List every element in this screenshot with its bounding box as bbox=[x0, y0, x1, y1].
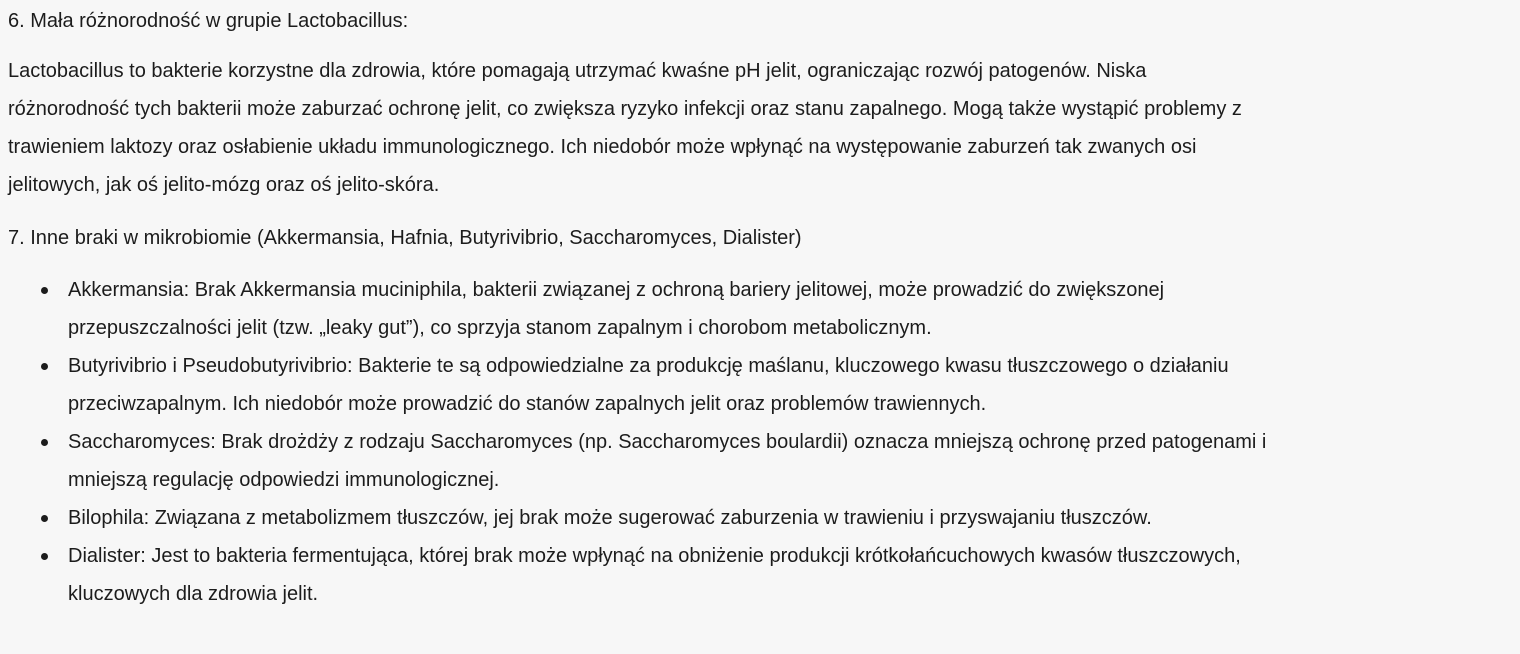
section-6-heading: 6. Mała różnorodność w grupie Lactobacillus: bbox=[8, 10, 409, 32]
bullet-icon bbox=[41, 287, 48, 294]
list-item-text: Saccharomyces: Brak drożdży z rodzaju Saccharomyces (np. Saccharomyces boulardii) oznacza mniejszą ochronę przed patogenami i bbox=[68, 431, 1267, 453]
list-item-text: Butyrivibrio i Pseudobutyrivibrio: Bakterie te są odpowiedzialne za produkcję maślanu, kluczowego kwasu tłuszczowego o działaniu bbox=[68, 355, 1229, 377]
list-item-dialister bbox=[68, 537, 1512, 613]
section-7-heading: 7. Inne braki w mikrobiomie (Akkermansia, Hafnia, Butyrivibrio, Saccharomyces, Dialister) bbox=[8, 227, 802, 249]
list-item-text: Bilophila: Związana z metabolizmem tłuszczów, jej brak może sugerować zaburzenia w trawieniu i przyswajaniu tłuszczów. bbox=[68, 507, 1152, 529]
bullet-icon bbox=[41, 515, 48, 522]
bullet-icon bbox=[41, 439, 48, 446]
list-item-text: przepuszczalności jelit (tzw. „leaky gut”), co sprzyja stanom zapalnym i chorobom metabolicznym. bbox=[68, 317, 932, 339]
list-item-butyrivibrio bbox=[68, 347, 1512, 423]
list-item-bilophila bbox=[68, 499, 1512, 537]
list-item-akkermansia bbox=[68, 271, 1512, 347]
section-6-paragraph bbox=[8, 52, 1512, 204]
paragraph-line: różnorodność tych bakterii może zaburzać ochronę jelit, co zwiększa ryzyko infekcji oraz stanu zapalnego. Mogą także wystąpić problemy z bbox=[8, 98, 1242, 120]
list-item-text: przeciwzapalnym. Ich niedobór może prowadzić do stanów zapalnych jelit oraz problemów trawiennych. bbox=[68, 393, 987, 415]
list-item-text: Dialister: Jest to bakteria fermentująca, której brak może wpłynąć na obniżenie produkcji krótkołańcuchowych kwasów tłuszczowych, bbox=[68, 545, 1241, 567]
paragraph-line: trawieniem laktozy oraz osłabienie układu immunologicznego. Ich niedobór może wpłynąć na występowanie zaburzeń tak zwanych osi bbox=[8, 136, 1197, 158]
list-item-text: kluczowych dla zdrowia jelit. bbox=[68, 583, 319, 605]
bullet-icon bbox=[41, 553, 48, 560]
paragraph-line: jelitowych, jak oś jelito-mózg oraz oś jelito-skóra. bbox=[8, 174, 440, 196]
bullet-icon bbox=[41, 363, 48, 370]
list-item-saccharomyces bbox=[68, 423, 1512, 499]
section-7-bullet-list bbox=[8, 271, 1512, 613]
paragraph-line: Lactobacillus to bakterie korzystne dla zdrowia, które pomagają utrzymać kwaśne pH jelit, ograniczając rozwój patogenów. Niska bbox=[8, 60, 1147, 82]
list-item-text: Akkermansia: Brak Akkermansia muciniphila, bakterii związanej z ochroną bariery jelitowej, może prowadzić do zwiększonej bbox=[68, 279, 1165, 301]
list-item-text: mniejszą regulację odpowiedzi immunologicznej. bbox=[68, 469, 500, 491]
